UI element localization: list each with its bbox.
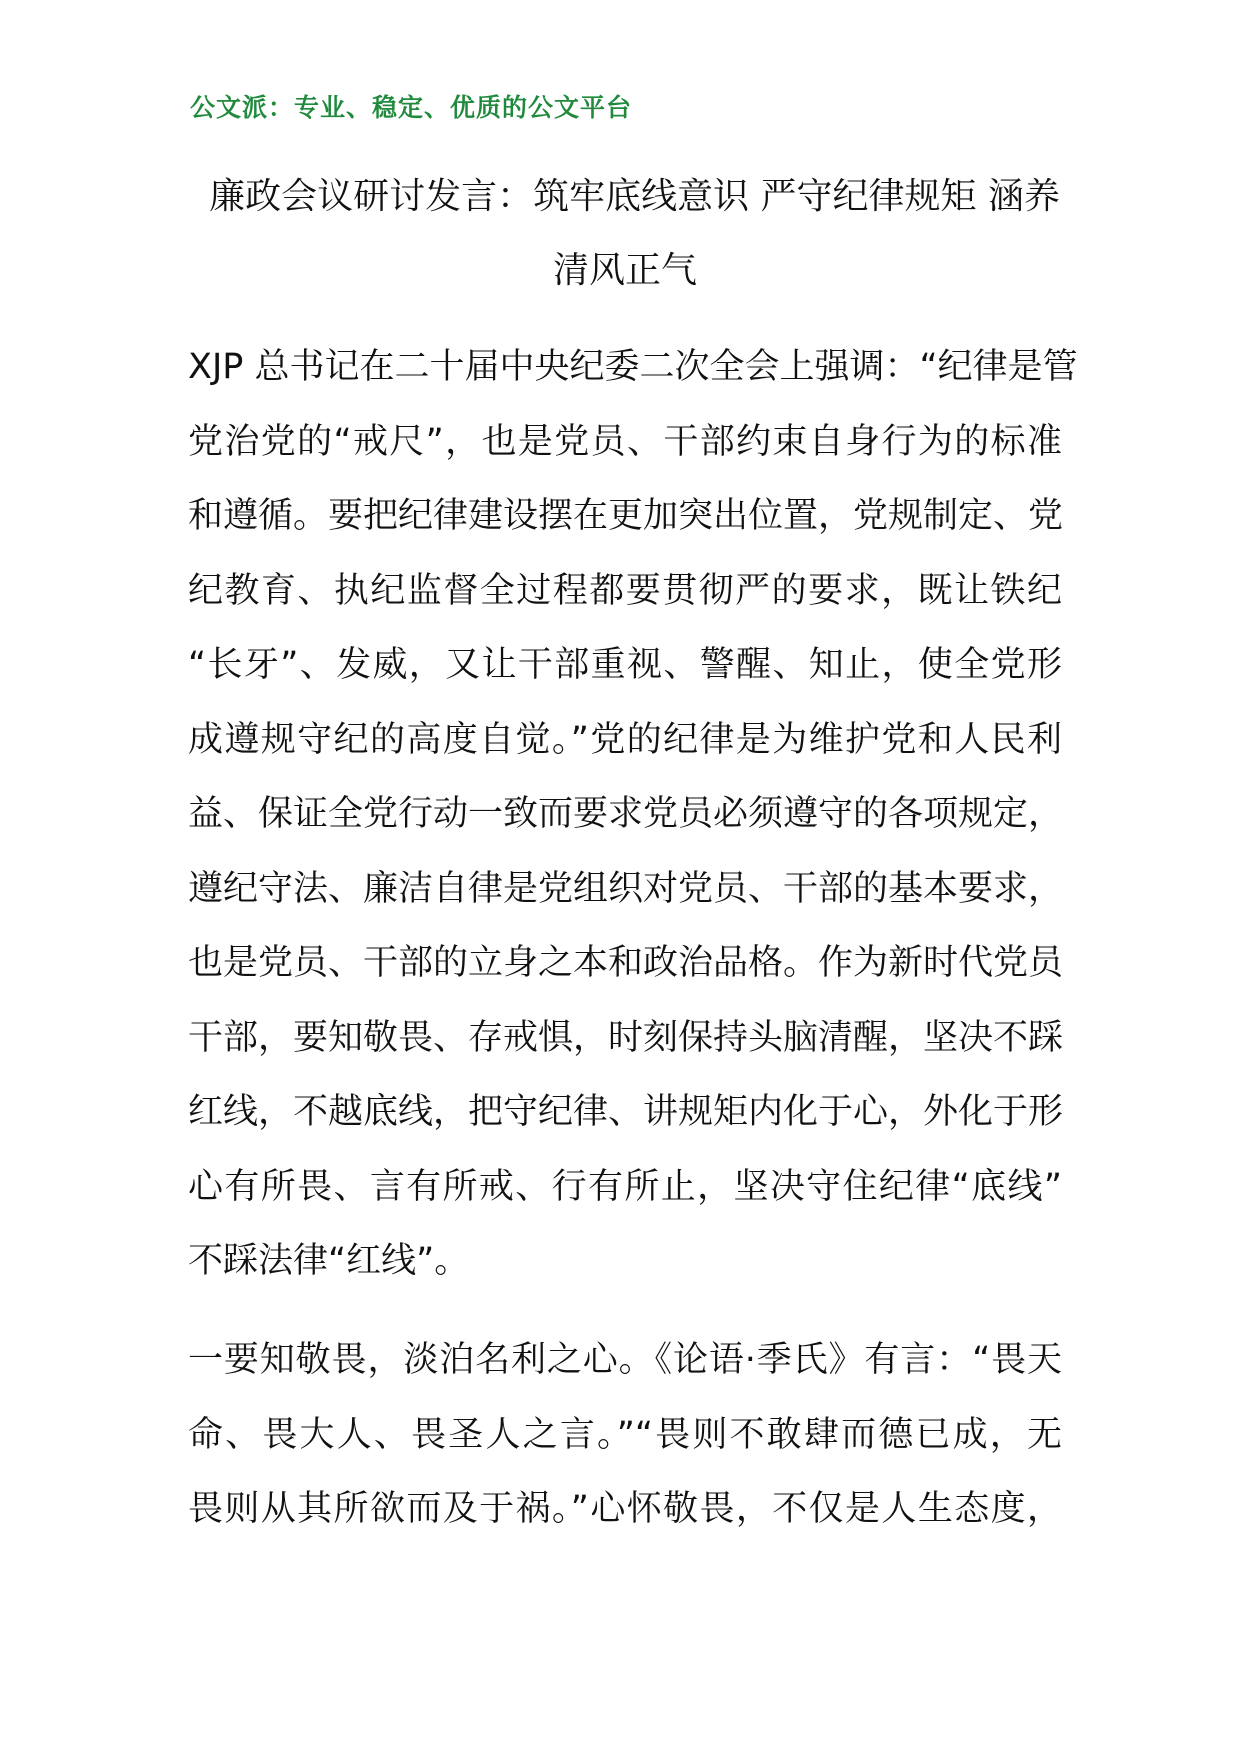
paragraph-line: 党治党的“戒尺”，也是党员、干部约束自身行为的标准 [188,421,1062,462]
paragraph-line: 也是党员、干部的立身之本和政治品格。作为新时代党员 [188,943,1064,983]
paragraph-line: “长牙”、发威，又让干部重视、警醒、知止，使全党形 [188,645,1062,685]
paragraph-line: 成遵规守纪的高度自觉。”党的纪律是为维护党和人民利 [188,719,1062,760]
paragraph-line: 一要知敬畏，淡泊名利之心。《论语·季氏》有言：“畏天 [188,1340,1062,1380]
paragraph-line: 遵纪守法、廉洁自律是党组织对党员、干部的基本要求， [188,868,1064,909]
platform-brand-header: 公文派：专业、稳定、优质的公文平台 [190,93,633,122]
paragraph-line: 红线，不越底线，把守纪律、讲规矩内化于心，外化于形 [188,1092,1064,1132]
document-title-line-1: 廉政会议研讨发言：筑牢底线意识 严守纪律规矩 涵养 [209,176,1060,217]
body-paragraph-1 [188,330,1078,1299]
document-title-line-2: 清风正气 [552,250,697,291]
body-paragraph-2 [188,1323,1062,1547]
paragraph-line: 和遵循。要把纪律建设摆在更加突出位置，党规制定、党 [188,496,1064,536]
paragraph-line: 心有所畏、言有所戒、行有所止，坚决守住纪律“底线” [188,1166,1062,1207]
paragraph-line: 命、畏大人、畏圣人之言。”“畏则不敢肆而德已成，无 [188,1414,1062,1455]
paragraph-line: 干部，要知敬畏、存戒惧，时刻保持头脑清醒，坚决不踩 [188,1017,1064,1058]
paragraph-line: 不踩法律“红线”。 [188,1241,470,1281]
paragraph-line: 纪教育、执纪监督全过程都要贯彻严的要求，既让铁纪 [188,570,1062,611]
paragraph-line: 畏则从其所欲而及于祸。”心怀敬畏，不仅是人生态度， [188,1489,1062,1529]
paragraph-line: 益、保证全党行动一致而要求党员必须遵守的各项规定， [188,794,1064,834]
paragraph-line: XJP 总书记在二十届中央纪委二次全会上强调：“纪律是管 [188,347,1078,387]
